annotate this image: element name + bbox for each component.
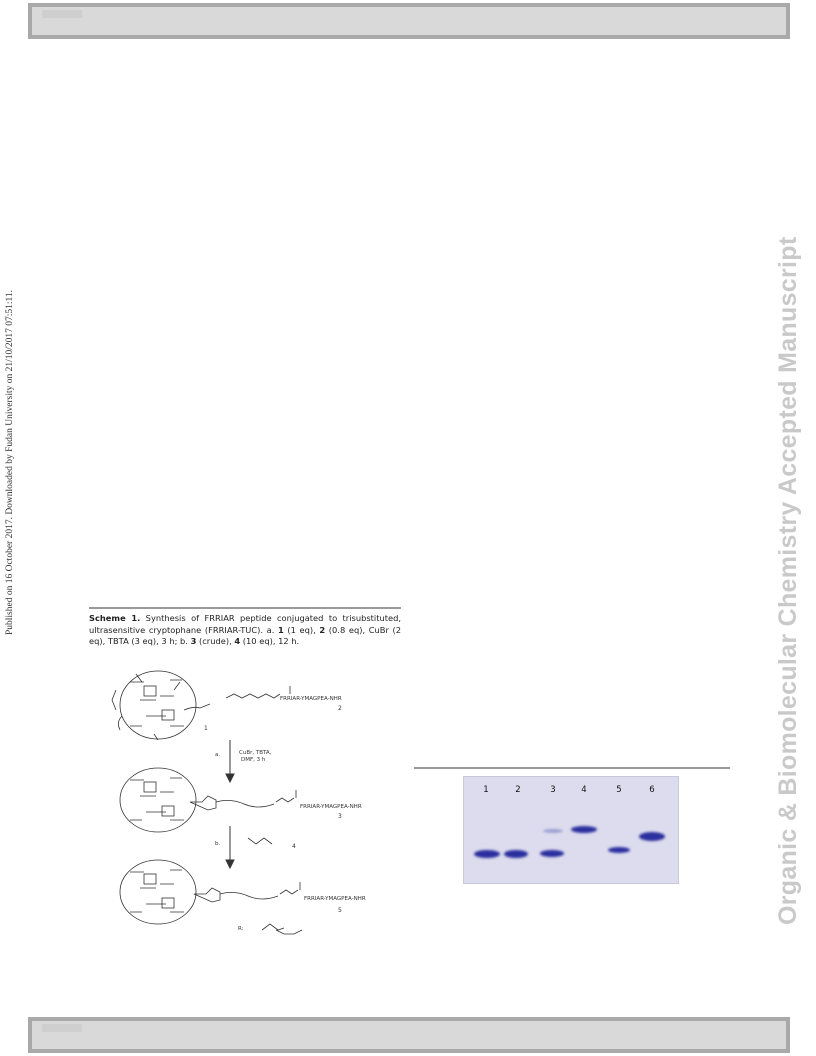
scheme-caption xyxy=(89,613,401,648)
compound-number-4: 4 xyxy=(292,843,296,850)
peptide-label-3: FRRIAR-YMAGPEA-NHR xyxy=(300,804,362,810)
r-group-label: R: xyxy=(238,926,244,932)
caption-compound-ref: 2 xyxy=(319,624,326,635)
gel-image xyxy=(463,776,679,884)
caption-text: (10 eq), 12 h. xyxy=(240,636,300,647)
compound-number-5: 5 xyxy=(338,907,342,914)
scheme-top-rule xyxy=(89,607,401,609)
lane-label-4: 4 xyxy=(581,785,587,795)
caption-compound-ref: 3 xyxy=(190,636,197,647)
gel-band xyxy=(543,829,563,833)
lane-label-5: 5 xyxy=(616,785,622,795)
footer-band xyxy=(28,1017,790,1053)
lane-label-3: 3 xyxy=(550,785,556,795)
footer-mark xyxy=(42,1024,82,1032)
peptide-label-2: FRRIAR-YMAGPEA-NHR xyxy=(280,696,342,702)
cryptophane-3 xyxy=(120,768,274,832)
figure-top-rule xyxy=(414,767,730,769)
caption-text: Synthesis of FRRIAR peptide conjugated to trisubstituted, ultrasensitive cryptophane (FRRIAR-TUC). a. xyxy=(89,613,402,635)
gel-band xyxy=(474,850,500,858)
compound-number-3: 3 xyxy=(338,813,342,820)
caption-text: (0.8 eq), CuBr (2 eq), TBTA (3 eq), 3 h; b. xyxy=(89,624,401,647)
compound-number-2: 2 xyxy=(338,705,342,712)
caption-text: (crude), xyxy=(196,636,235,647)
reaction-arrows xyxy=(226,740,234,868)
gel-band xyxy=(608,847,630,853)
lane-label-6: 6 xyxy=(649,785,655,795)
reagents-a-line2: DMF, 3 h xyxy=(241,757,266,763)
download-notice: Published on 16 October 2017. Downloaded by Fudan University on 21/10/2017 07:51:11. xyxy=(5,289,15,635)
gel-band xyxy=(639,832,665,841)
step-b-label: b. xyxy=(215,841,221,847)
gel-band xyxy=(571,826,597,833)
cryptophane-1 xyxy=(112,671,210,740)
reagents-a-line1: CuBr, TBTA, xyxy=(239,750,272,756)
cryptophane-5 xyxy=(120,860,278,924)
caption-compound-ref: 4 xyxy=(234,636,241,647)
lane-label-1: 1 xyxy=(483,785,489,795)
synthesis-scheme xyxy=(100,660,400,950)
step-a-label: a. xyxy=(215,752,221,758)
gel-band xyxy=(504,850,528,858)
header-mark xyxy=(42,10,82,18)
caption-compound-ref: 1 xyxy=(277,624,284,635)
gel-band xyxy=(540,850,564,857)
header-band xyxy=(28,3,790,39)
peptide-chains xyxy=(226,686,302,934)
caption-text: (1 eq), xyxy=(283,624,320,635)
compound-number-1: 1 xyxy=(204,725,208,732)
caption-label: Scheme 1. xyxy=(89,613,141,623)
lane-label-2: 2 xyxy=(515,785,521,795)
peptide-label-5: FRRIAR-YMAGPEA-NHR xyxy=(304,896,366,902)
journal-watermark: Organic & Biomolecular Chemistry Accepted Manuscript xyxy=(774,236,802,925)
